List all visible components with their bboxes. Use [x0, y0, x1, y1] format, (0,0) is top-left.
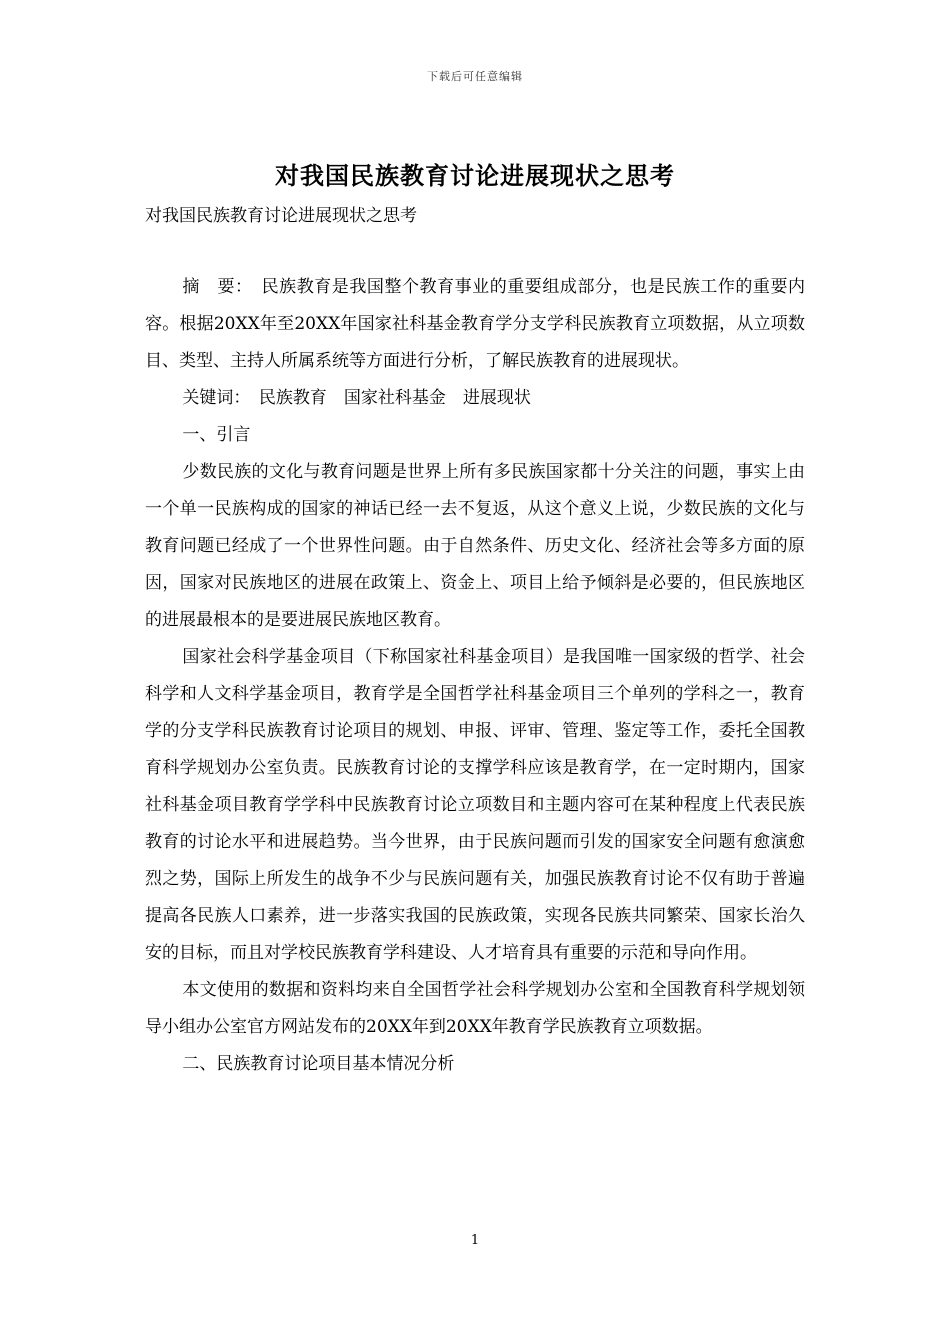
abstract-paragraph: 摘 要： 民族教育是我国整个教育事业的重要组成部分，也是民族工作的重要内容。根据20XX年至20XX年国家社科基金教育学分支学科民族教育立项数据，从立项数目、类型、主持人所属系统等方面进行分析，了解民族教育的进展现状。 — [145, 277, 805, 371]
header-note: 下载后可任意编辑 — [427, 70, 523, 83]
body-text — [145, 269, 805, 1083]
document-subtitle: 对我国民族教育讨论进展现状之思考 — [145, 206, 417, 226]
section-heading-analysis: 二、民族教育讨论项目基本情况分析 — [182, 1054, 455, 1074]
keywords-paragraph: 关键词： 民族教育 国家社科基金 进展现状 — [182, 388, 531, 408]
body-paragraph: 国家社会科学基金项目（下称国家社科基金项目）是我国唯一国家级的哲学、社会科学和人文科学基金项目，教育学是全国哲学社科基金项目三个单列的学科之一，教育学的分支学科民族教育讨论项目的规划、申报、评审、管理、鉴定等工作，委托全国教育科学规划办公室负责。民族教育讨论的支撑学科应该是教育学，在一定时期内，国家社科基金项目教育学学科中民族教育讨论立项数目和主题内容可在某种程度上代表民族教育的讨论水平和进展趋势。当今世界，由于民族问题而引发的国家安全问题有愈演愈烈之势，国际上所发生的战争不少与民族问题有关，加强民族教育讨论不仅有助于普遍提高各民族人口素养，进一步落实我国的民族政策，实现各民族共同繁荣、国家长治久安的目标，而且对学校民族教育学科建设、人才培育具有重要的示范和导向作用。 — [145, 647, 805, 963]
section-heading-intro: 一、引言 — [182, 425, 251, 445]
page-number: 1 — [470, 1233, 480, 1248]
body-paragraph: 少数民族的文化与教育问题是世界上所有多民族国家都十分关注的问题，事实上由一个单一民族构成的国家的神话已经一去不复返，从这个意义上说，少数民族的文化与教育问题已经成了一个世界性问题。由于自然条件、历史文化、经济社会等多方面的原因，国家对民族地区的进展在政策上、资金上、项目上给予倾斜是必要的，但民族地区的进展最根本的是要进展民族地区教育。 — [145, 462, 805, 630]
body-paragraph: 本文使用的数据和资料均来自全国哲学社会科学规划办公室和全国教育科学规划领导小组办公室官方网站发布的20XX年到20XX年教育学民族教育立项数据。 — [145, 980, 805, 1037]
document-title: 对我国民族教育讨论进展现状之思考 — [275, 161, 675, 190]
